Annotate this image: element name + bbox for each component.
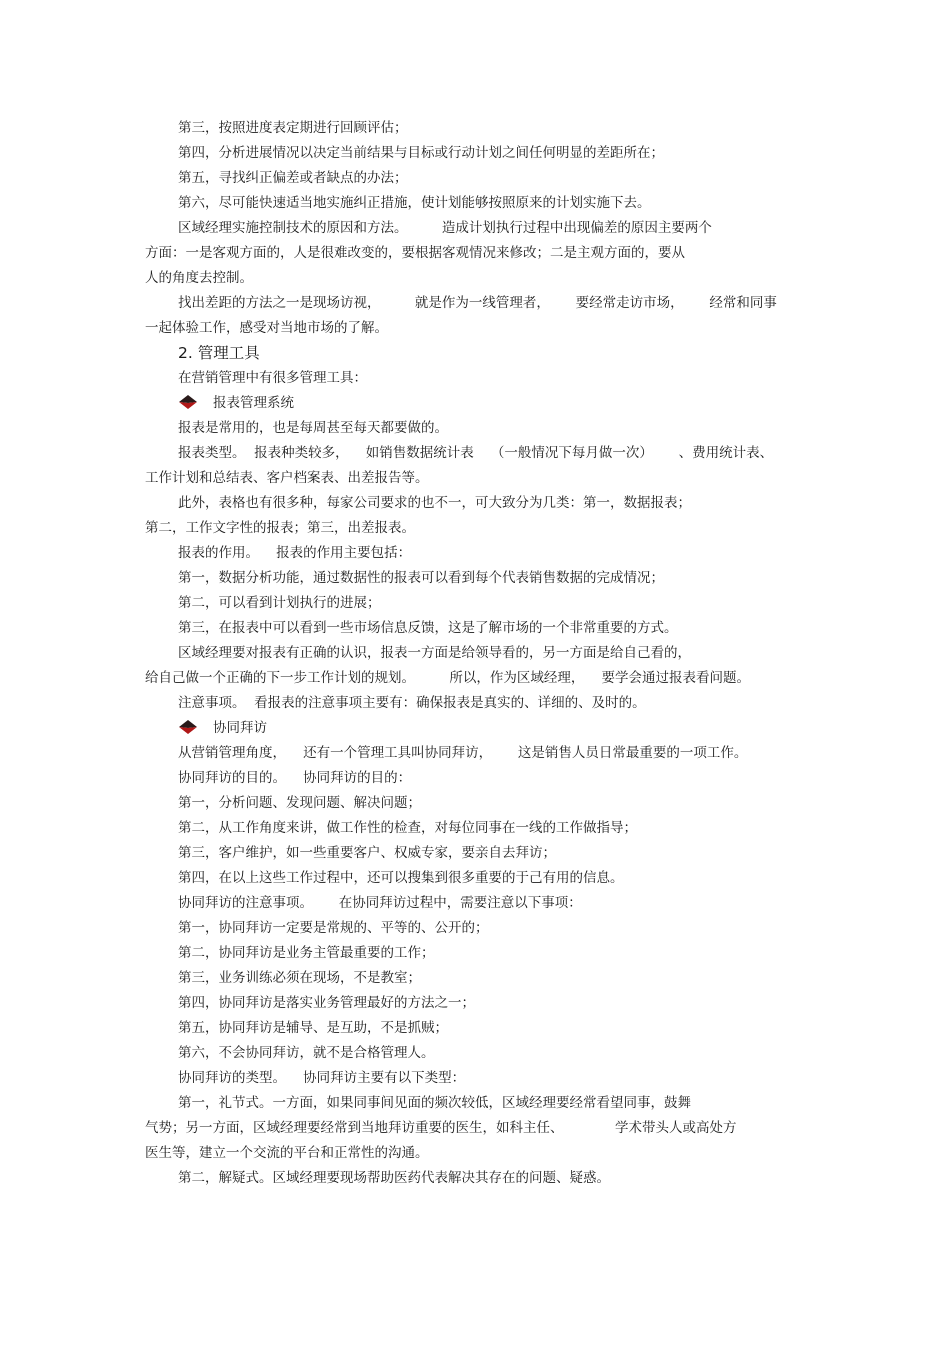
- text-line: 协同拜访的目的。 协同拜访的目的：: [178, 770, 412, 786]
- text-line: 第二，从工作角度来讲，做工作性的检查，对每位同事在一线的工作做指导；: [178, 820, 637, 836]
- text-line: 报表的作用。 报表的作用主要包括：: [178, 545, 412, 561]
- bullet-label: 报表管理系统: [213, 395, 294, 411]
- text-line: 医生等，建立一个交流的平台和正常性的沟通。: [145, 1145, 429, 1161]
- text-line: 第一，分析问题、发现问题、解决问题；: [178, 795, 421, 811]
- text-line: 注意事项。 看报表的注意事项主要有：确保报表是真实的、详细的、及时的。: [178, 695, 646, 711]
- text-line: 协同拜访的类型。 协同拜访主要有以下类型：: [178, 1070, 466, 1086]
- text-line: 此外，表格也有很多种，每家公司要求的也不一，可大致分为几类：第一，数据报表；: [178, 495, 691, 511]
- section-heading: 2. 管理工具: [178, 344, 260, 362]
- bullet-label: 协同拜访: [213, 720, 267, 736]
- text-line: 第一，数据分析功能，通过数据性的报表可以看到每个代表销售数据的完成情况；: [178, 570, 664, 586]
- text-line: 第三，按照进度表定期进行回顾评估；: [178, 120, 408, 136]
- text-line: 第五，协同拜访是辅导、是互助，不是抓贼；: [178, 1020, 448, 1036]
- text-line: 区域经理要对报表有正确的认识，报表一方面是给领导看的，另一方面是给自己看的，: [178, 645, 691, 661]
- text-line: 第六，尽可能快速适当地实施纠正措施，使计划能够按照原来的计划实施下去。: [178, 195, 651, 211]
- diamond-arrow-icon: [178, 719, 198, 735]
- text-line: 第三，客户维护，如一些重要客户、权威专家，要亲自去拜访；: [178, 845, 556, 861]
- text-line: 报表是常用的，也是每周甚至每天都要做的。: [178, 420, 448, 436]
- diamond-arrow-icon: [178, 394, 198, 410]
- text-line: 第二，解疑式。区域经理要现场帮助医药代表解决其存在的问题、疑惑。: [178, 1170, 610, 1186]
- text-line: 协同拜访的注意事项。 在协同拜访过程中，需要注意以下事项：: [178, 895, 582, 911]
- text-line: 从营销管理角度， 还有一个管理工具叫协同拜访， 这是销售人员日常最重要的一项工作。: [178, 745, 748, 761]
- text-line: 第三，业务训练必须在现场，不是教室；: [178, 970, 421, 986]
- text-line: 区域经理实施控制技术的原因和方法。 造成计划执行过程中出现偏差的原因主要两个: [178, 220, 712, 236]
- text-line: 第一，协同拜访一定要是常规的、平等的、公开的；: [178, 920, 489, 936]
- text-line: 工作计划和总结表、客户档案表、出差报告等。: [145, 470, 429, 486]
- text-line: 第三，在报表中可以看到一些市场信息反馈，这是了解市场的一个非常重要的方式。: [178, 620, 678, 636]
- text-line: 找出差距的方法之一是现场访视， 就是作为一线管理者， 要经常走访市场， 经常和同事: [178, 295, 777, 311]
- text-line: 气势；另一方面，区域经理要经常到当地拜访重要的医生，如科主任、 学术带头人或高处方: [145, 1120, 737, 1136]
- text-line: 第四，分析进展情况以决定当前结果与目标或行动计划之间任何明显的差距所在；: [178, 145, 664, 161]
- text-line: 第六，不会协同拜访，就不是合格管理人。: [178, 1045, 435, 1061]
- text-line: 报表类型。 报表种类较多， 如销售数据统计表 （一般情况下每月做一次） 、费用统计表、: [178, 445, 774, 461]
- text-line: 第四，在以上这些工作过程中，还可以搜集到很多重要的于己有用的信息。: [178, 870, 624, 886]
- text-line: 一起体验工作，感受对当地市场的了解。: [145, 320, 388, 336]
- text-line: 第一，礼节式。一方面，如果同事间见面的频次较低，区域经理要经常看望同事，鼓舞: [178, 1095, 691, 1111]
- text-line: 方面：一是客观方面的，人是很难改变的，要根据客观情况来修改；二是主观方面的，要从: [145, 245, 685, 261]
- text-line: 在营销管理中有很多管理工具：: [178, 370, 367, 386]
- text-line: 第四，协同拜访是落实业务管理最好的方法之一；: [178, 995, 475, 1011]
- text-line: 第二，可以看到计划执行的进展；: [178, 595, 381, 611]
- text-line: 第二，工作文字性的报表；第三，出差报表。: [145, 520, 415, 536]
- text-line: 给自己做一个正确的下一步工作计划的规划。 所以，作为区域经理， 要学会通过报表看问题。: [145, 670, 750, 686]
- text-line: 人的角度去控制。: [145, 270, 253, 286]
- text-line: 第二，协同拜访是业务主管最重要的工作；: [178, 945, 435, 961]
- text-line: 第五，寻找纠正偏差或者缺点的办法；: [178, 170, 408, 186]
